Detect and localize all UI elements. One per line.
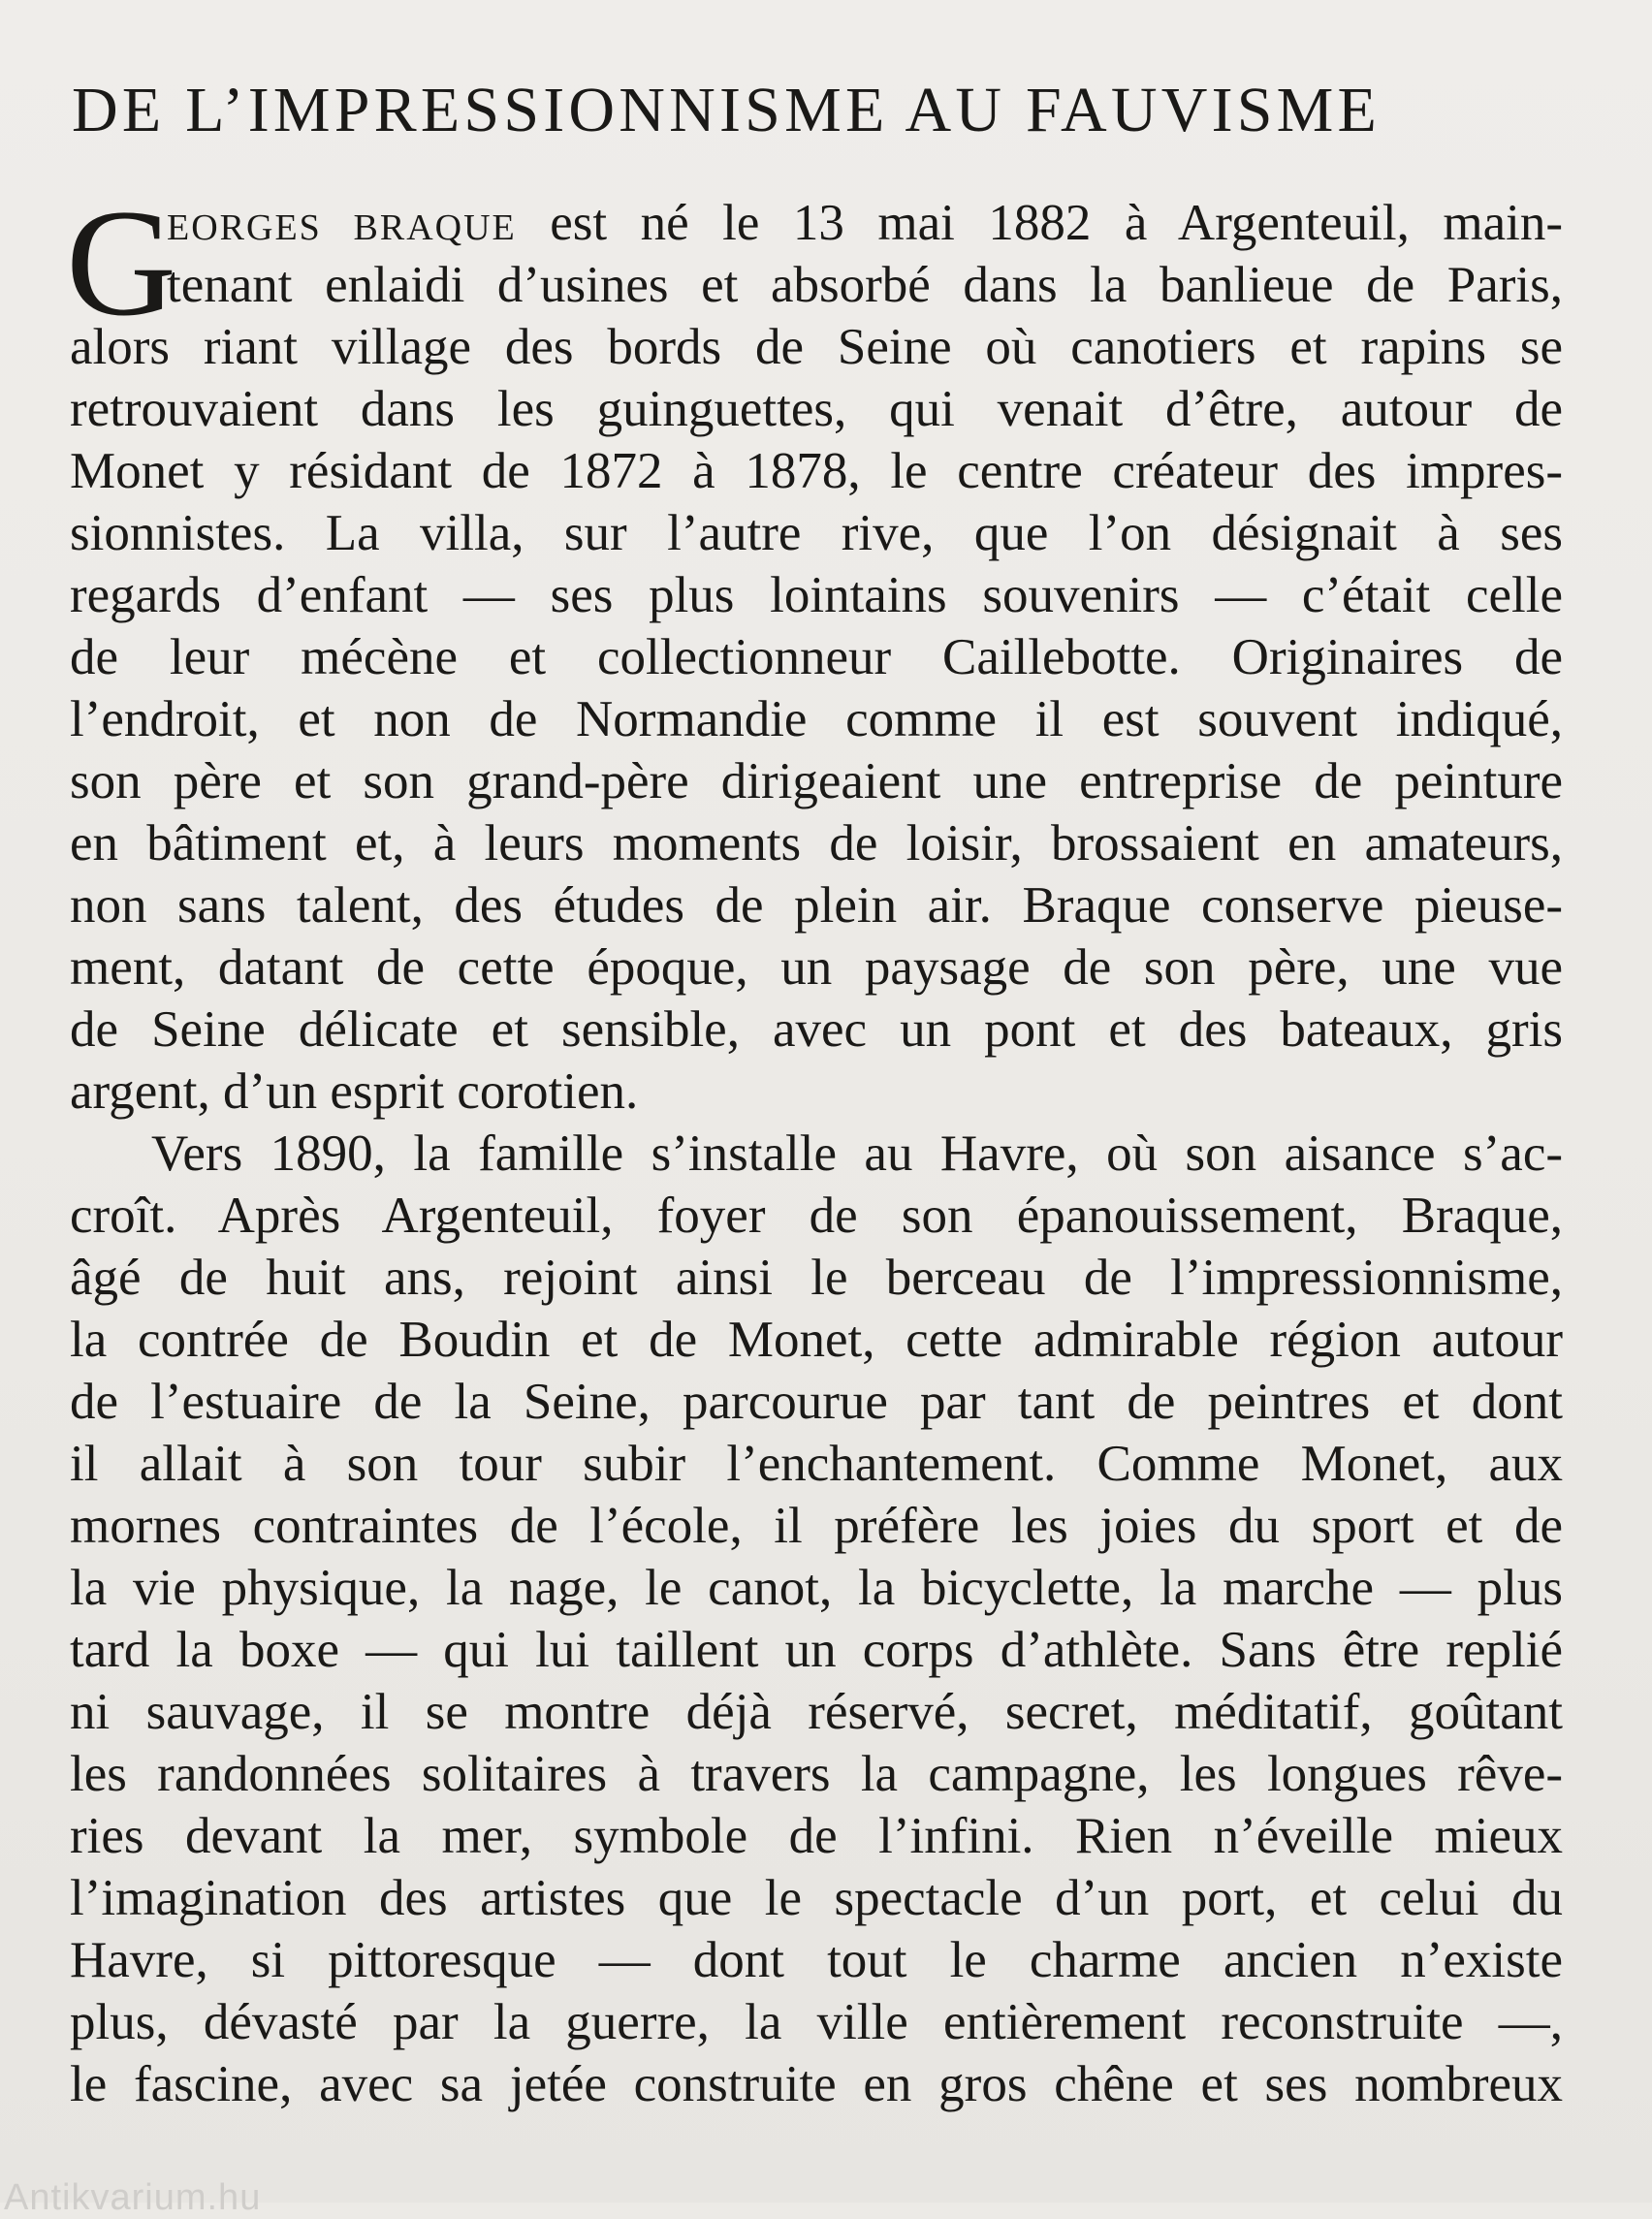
- text-line: ni sauvage, il se montre déjà réservé, secret, méditatif, goûtant: [70, 1684, 1563, 1740]
- text-line-paragraph-start: Vers 1890, la famille s’installe au Havre, où son aisance s’ac-: [151, 1125, 1563, 1182]
- body-text: [66, 178, 1563, 2115]
- text-line: en bâtiment et, à leurs moments de loisir, brossaient en amateurs,: [70, 815, 1563, 872]
- small-caps-name: EORGES BRAQUE: [167, 207, 517, 248]
- text-line: sionnistes. La villa, sur l’autre rive, que l’on désignait à ses: [70, 505, 1563, 561]
- text-line: il allait à son tour subir l’enchantement. Comme Monet, aux: [70, 1436, 1563, 1492]
- text-line: de Seine délicate et sensible, avec un pont et des bateaux, gris: [70, 1001, 1563, 1058]
- text-line: la vie physique, la nage, le canot, la bicyclette, la marche — plus: [70, 1560, 1563, 1616]
- text-line: plus, dévasté par la guerre, la ville entièrement reconstruite —,: [70, 1994, 1563, 2050]
- text-line: Havre, si pittoresque — dont tout le charme ancien n’existe: [70, 1932, 1563, 1988]
- text-line: ment, datant de cette époque, un paysage de son père, une vue: [70, 939, 1563, 996]
- text-line: les randonnées solitaires à travers la campagne, les longues rêve-: [70, 1746, 1563, 1802]
- text-line: croît. Après Argenteuil, foyer de son épanouissement, Braque,: [70, 1188, 1563, 1244]
- text-line: tenant enlaidi d’usines et absorbé dans la banlieue de Paris,: [167, 257, 1563, 313]
- text-line: mornes contraintes de l’école, il préfère les joies du sport et de: [70, 1498, 1563, 1554]
- text-line: retrouvaient dans les guinguettes, qui venait d’être, autour de: [70, 381, 1563, 437]
- text-line: non sans talent, des études de plein air. Braque conserve pieuse-: [70, 877, 1563, 934]
- text-line: le fascine, avec sa jetée construite en gros chêne et ses nombreux: [70, 2056, 1563, 2112]
- text-line: la contrée de Boudin et de Monet, cette admirable région autour: [70, 1312, 1563, 1368]
- watermark: Antikvarium.hu: [4, 2177, 262, 2218]
- text-line: tard la boxe — qui lui taillent un corps d’athlète. Sans être replié: [70, 1622, 1563, 1678]
- drop-cap: G: [66, 178, 177, 348]
- text-line: son père et son grand-père dirigeaient une entreprise de peinture: [70, 753, 1563, 809]
- text-line: âgé de huit ans, rejoint ainsi le berceau de l’impressionnisme,: [70, 1250, 1563, 1306]
- text-line: alors riant village des bords de Seine où canotiers et rapins se: [70, 319, 1563, 375]
- text-line: l’imagination des artistes que le spectacle d’un port, et celui du: [70, 1870, 1563, 1926]
- text-line: ries devant la mer, symbole de l’infini. Rien n’éveille mieux: [70, 1808, 1563, 1864]
- text-line: Monet y résidant de 1872 à 1878, le centre créateur des impres-: [70, 443, 1563, 499]
- text-line: de leur mécène et collectionneur Caillebotte. Originaires de: [70, 629, 1563, 685]
- text-line: l’endroit, et non de Normandie comme il est souvent indiqué,: [70, 691, 1563, 747]
- text-line: de l’estuaire de la Seine, parcourue par tant de peintres et dont: [70, 1374, 1563, 1430]
- text-line: regards d’enfant — ses plus lointains souvenirs — c’était celle: [70, 567, 1563, 623]
- chapter-heading: DE L’IMPRESSIONNISME AU FAUVISME: [72, 75, 1382, 145]
- text-line-1: EORGES BRAQUE est né le 13 mai 1882 à Argenteuil, main-: [167, 195, 1563, 251]
- text-line: argent, d’un esprit corotien.: [70, 1063, 639, 1120]
